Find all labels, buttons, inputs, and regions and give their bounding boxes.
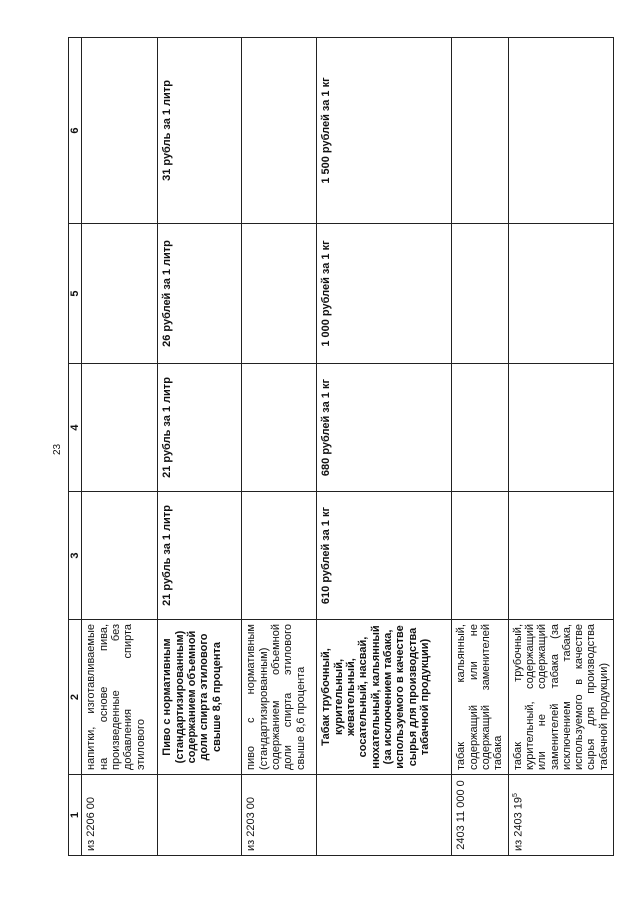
column-header: 2 <box>69 620 82 775</box>
column-header: 1 <box>69 775 82 856</box>
rate-cell <box>508 224 614 364</box>
rate-cell: 610 рублей за 1 кг <box>317 492 452 620</box>
code-cell: из 2403 $19^5$ <box>508 775 614 856</box>
name-cell: пиво с нормативным (стандартизированным) содержанием объемной доли спирта этилового свыше 8,6 процента <box>242 620 317 775</box>
rate-cell <box>508 364 614 492</box>
rate-cell: 1 000 рублей за 1 кг <box>317 224 452 364</box>
rate-cell <box>452 492 508 620</box>
rate-cell <box>242 38 317 224</box>
rate-cell <box>452 224 508 364</box>
table-row <box>242 38 317 856</box>
rate-cell <box>508 492 614 620</box>
name-cell: напитки, изготавливаемые на основе пива, произведенные без добавления спирта этилового <box>82 620 158 775</box>
tariff-table <box>68 37 614 856</box>
rate-cell <box>452 364 508 492</box>
code-cell: из 2206 00 <box>82 775 158 856</box>
code-cell <box>158 775 242 856</box>
name-cell: табак трубочный, курительный, содержащий или не содержащий заменителей табака (за исключением табака, используемого в качестве сырья для производства табачной продукции) <box>508 620 614 775</box>
rate-cell <box>82 364 158 492</box>
rate-cell: 26 рублей за 1 литр <box>158 224 242 364</box>
rate-cell <box>242 224 317 364</box>
column-header: 6 <box>69 38 82 224</box>
name-cell: табак кальянный, содержащий или не содержащий заменителей табака <box>452 620 508 775</box>
rate-cell <box>82 492 158 620</box>
column-header: 5 <box>69 224 82 364</box>
rate-cell <box>242 492 317 620</box>
rate-cell <box>82 38 158 224</box>
table-row <box>82 38 158 856</box>
column-header: 4 <box>69 364 82 492</box>
name-cell: Табак трубочный, курительный, жевательный, сосательный, насвай, нюхательный, кальянный (за исключением табака, используемого в качестве сырья для производства табачной продукции) <box>317 620 452 775</box>
code-cell: 2403 11 000 0 <box>452 775 508 856</box>
rate-cell <box>242 364 317 492</box>
rate-cell: 21 рубль за 1 литр <box>158 364 242 492</box>
page-number: 23 <box>52 443 63 455</box>
rate-cell: 21 рубль за 1 литр <box>158 492 242 620</box>
rate-cell <box>508 38 614 224</box>
rate-cell <box>82 224 158 364</box>
table-row <box>317 38 452 856</box>
header-row <box>69 38 82 856</box>
name-cell: Пиво с нормативным (стандартизированным) содержанием объемной доли спирта этилового свыше 8,6 процента <box>158 620 242 775</box>
table-row <box>508 38 614 856</box>
column-header: 3 <box>69 492 82 620</box>
rate-cell: 680 рублей за 1 кг <box>317 364 452 492</box>
code-cell: из 2203 00 <box>242 775 317 856</box>
rate-cell: 31 рубль за 1 литр <box>158 38 242 224</box>
rotated-page <box>68 38 610 856</box>
table-row <box>158 38 242 856</box>
rate-cell: 1 500 рублей за 1 кг <box>317 38 452 224</box>
table-row <box>452 38 508 856</box>
footnote-mark: 5 <box>511 793 519 797</box>
code-cell <box>317 775 452 856</box>
rate-cell <box>452 38 508 224</box>
